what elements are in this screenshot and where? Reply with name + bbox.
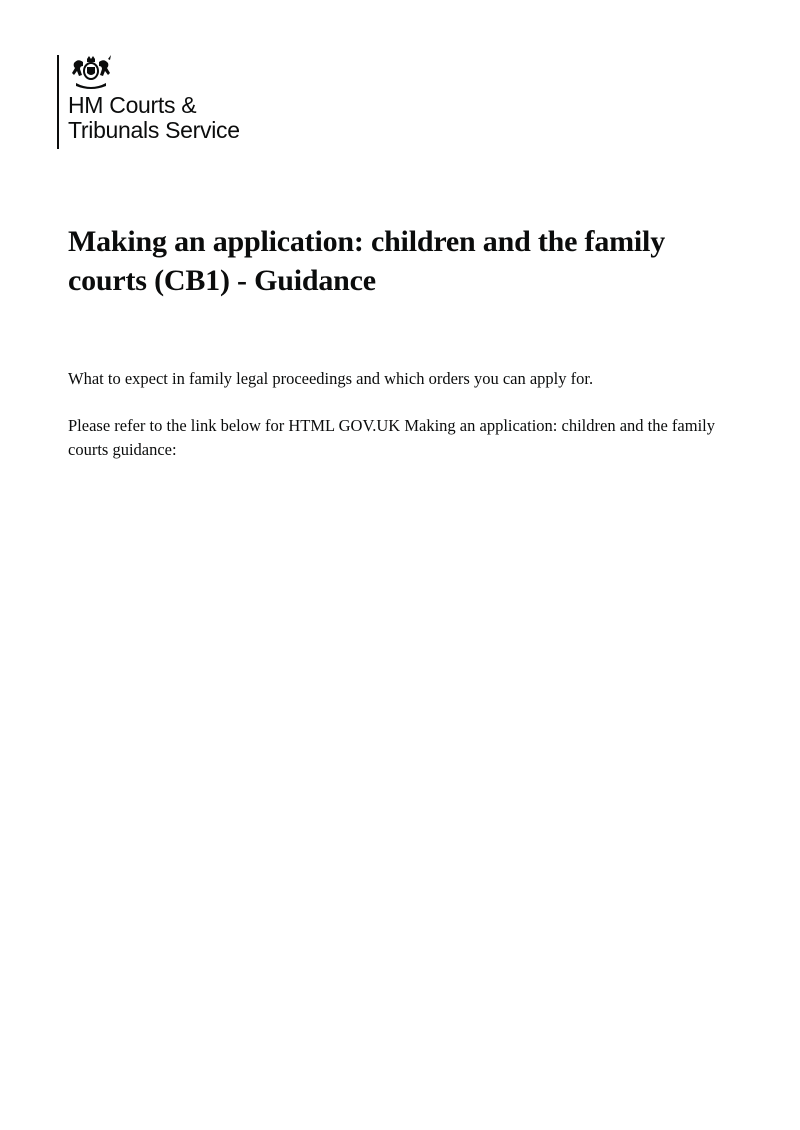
- logo-text: [68, 93, 240, 143]
- hmcts-logo: [57, 55, 240, 149]
- intro-paragraph: What to expect in family legal proceedings and which orders you can apply for.: [68, 369, 594, 388]
- logo-line-1: HM Courts &: [68, 92, 197, 118]
- page-title: Making an application: children and the family courts (CB1) - Guidance: [68, 225, 665, 297]
- royal-coat-of-arms-icon: [68, 55, 114, 89]
- logo-line-2: Tribunals Service: [68, 117, 240, 143]
- link-reference-paragraph: Please refer to the link below for HTML GOV.UK Making an application: children and the family courts guidance:: [68, 416, 715, 459]
